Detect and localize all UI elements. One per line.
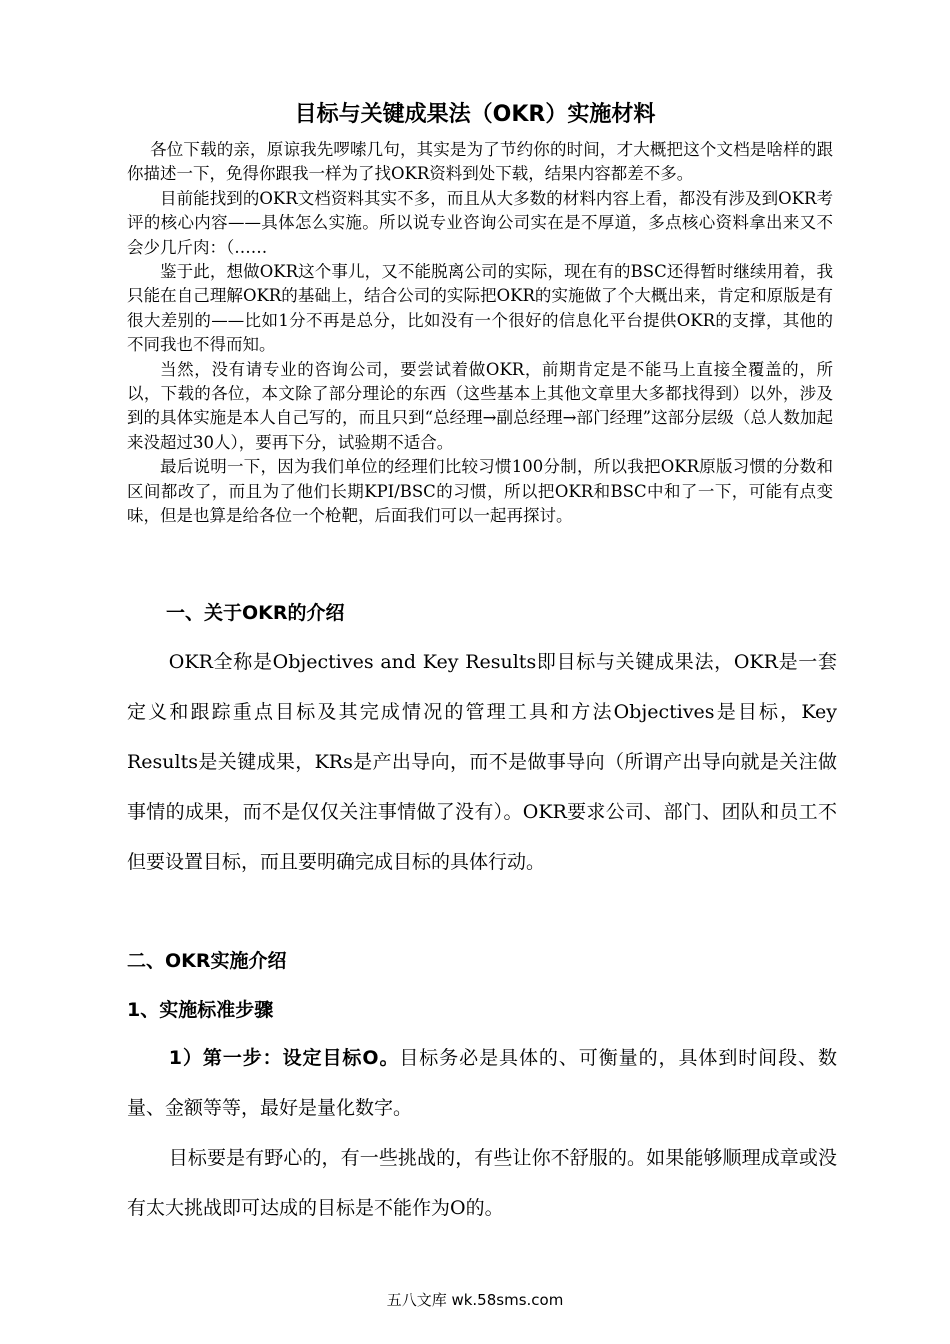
- document-title: 目标与关键成果法（OKR）实施材料: [294, 102, 656, 127]
- section-implementation-body: [127, 1033, 837, 1233]
- section-heading-okr-intro: 一、关于OKR的介绍: [166, 602, 345, 624]
- page-footer: 五八文库 wk.58sms.com: [386, 1291, 564, 1309]
- subheading-standard-steps: 1、实施标准步骤: [127, 999, 274, 1021]
- intro-block: [127, 138, 833, 529]
- section-okr-intro-body: [127, 637, 837, 887]
- step1-paragraph: [127, 1033, 837, 1133]
- body-paragraph: OKR全称是Objectives and Key Results即目标与关键成果法，OKR是一套定义和跟踪重点目标及其完成情况的管理工具和方法Objectives是目标，Key Results是关键成果，KRs是产出导向，而不是做事导向（所谓产出导向就是关注做事情的成果，而不是仅仅关注事情做了没有）。OKR要求公司、部门、团队和员工不但要设置目标，而且要明确完成目标的具体行动。: [127, 651, 837, 873]
- step1-lead: 1）第一步：设定目标O。: [168, 1047, 400, 1069]
- intro-paragraph: 当然，没有请专业的咨询公司，要尝试着做OKR，前期肯定是不能马上直接全覆盖的，所以，下载的各位，本文除了部分理论的东西（这些基本上其他文章里大多都找得到）以外，涉及到的具体实施是本人自己写的，而且只到“总经理→副总经理→部门经理”这部分层级（总人数加起来没超过30人），要再下分，试验期不适合。: [127, 359, 833, 452]
- intro-paragraph: 鉴于此，想做OKR这个事儿，又不能脱离公司的实际，现在有的BSC还得暂时继续用着，我只能在自己理解OKR的基础上，结合公司的实际把OKR的实施做了个大概出来，肯定和原版是有很大差别的——比如1分不再是总分，比如没有一个很好的信息化平台提供OKR的支撑，其他的不同我也不得而知。: [127, 262, 833, 355]
- section-heading-okr-implementation: 二、OKR实施介绍: [127, 950, 287, 972]
- intro-paragraph: 目前能找到的OKR文档资料其实不多，而且从大多数的材料内容上看，都没有涉及到OKR考评的核心内容——具体怎么实施。所以说专业咨询公司实在是不厚道，多点核心资料拿出来又不会少几斤肉：（……: [127, 188, 833, 257]
- body-paragraph: 目标要是有野心的，有一些挑战的，有些让你不舒服的。如果能够顺理成章或没有太大挑战即可达成的目标是不能作为O的。: [127, 1147, 837, 1219]
- step1-text: 目标务必是具体的、可衡量的，具体到时间段、数量、金额等等，最好是量化数字。: [127, 1047, 837, 1119]
- intro-paragraph: 各位下载的亲，原谅我先啰嗦几句，其实是为了节约你的时间，才大概把这个文档是啥样的跟你描述一下，免得你跟我一样为了找OKR资料到处下载，结果内容都差不多。: [127, 140, 833, 184]
- intro-paragraph: 最后说明一下，因为我们单位的经理们比较习惯100分制，所以我把OKR原版习惯的分数和区间都改了，而且为了他们长期KPI/BSC的习惯，所以把OKR和BSC中和了一下，可能有点变味，但是也算是给各位一个枪靶，后面我们可以一起再探讨。: [127, 457, 833, 526]
